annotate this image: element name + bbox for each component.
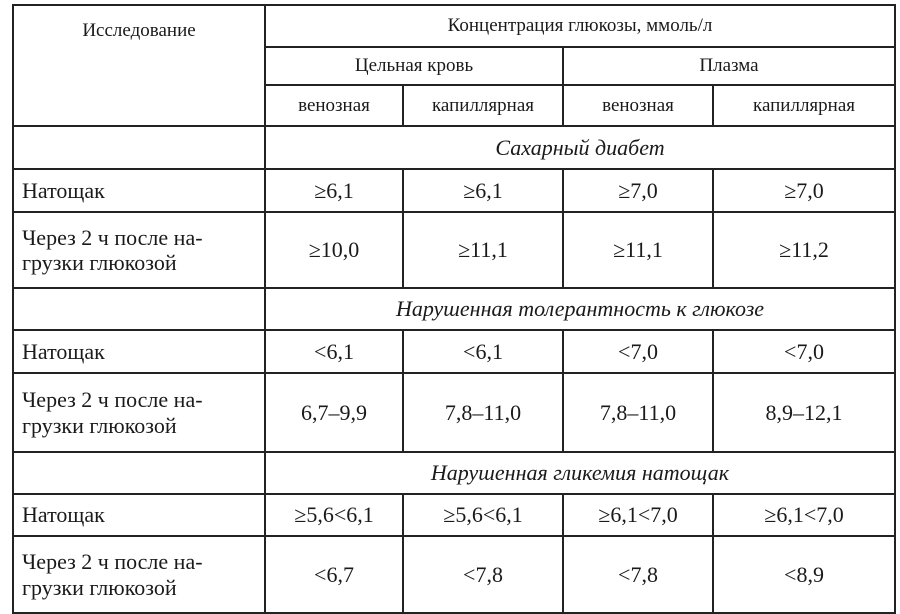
row-label: Через 2 ч после на- грузки глюкозой <box>13 536 265 613</box>
section-empty-cell <box>13 288 265 330</box>
table-row <box>13 169 895 212</box>
section-title: Нарушенная гликемия натощак <box>265 452 895 494</box>
section-row <box>13 288 895 330</box>
row-label: Через 2 ч после на- грузки глюкозой <box>13 212 265 288</box>
table-cell: ≥6,1 <box>265 169 403 212</box>
header-sub-venous-plasma: венозная <box>563 85 713 126</box>
table-row <box>13 536 895 613</box>
row-label: Натощак <box>13 494 265 536</box>
table-cell: <7,8 <box>403 536 563 613</box>
table-cell: ≥11,1 <box>563 212 713 288</box>
table-cell: 7,8–11,0 <box>403 373 563 452</box>
table-row <box>13 330 895 373</box>
table-cell: <6,1 <box>265 330 403 373</box>
table-cell: <7,8 <box>563 536 713 613</box>
table-cell: <7,0 <box>713 330 895 373</box>
table-cell: 6,7–9,9 <box>265 373 403 452</box>
header-plasma: Плазма <box>563 47 895 85</box>
table-cell: <7,0 <box>563 330 713 373</box>
header-row-1 <box>13 5 895 47</box>
table-cell: ≥11,2 <box>713 212 895 288</box>
table-row <box>13 494 895 536</box>
table-cell: ≥7,0 <box>563 169 713 212</box>
row-label: Через 2 ч после на- грузки глюкозой <box>13 373 265 452</box>
header-sub-capillary-plasma: капиллярная <box>713 85 895 126</box>
table-cell: ≥6,1<7,0 <box>563 494 713 536</box>
glucose-table-sheet <box>12 4 894 608</box>
header-sub-capillary-blood: капиллярная <box>403 85 563 126</box>
table-cell: <6,7 <box>265 536 403 613</box>
section-row <box>13 452 895 494</box>
section-empty-cell <box>13 452 265 494</box>
table-cell: <6,1 <box>403 330 563 373</box>
table-cell: <8,9 <box>713 536 895 613</box>
row-label: Натощак <box>13 330 265 373</box>
table-cell: ≥7,0 <box>713 169 895 212</box>
section-empty-cell <box>13 126 265 169</box>
section-title: Нарушенная толерантность к глюкозе <box>265 288 895 330</box>
header-concentration: Концентрация глюкозы, ммоль/л <box>265 5 895 47</box>
table-cell: 7,8–11,0 <box>563 373 713 452</box>
row-label: Натощак <box>13 169 265 212</box>
table-cell: ≥5,6<6,1 <box>403 494 563 536</box>
section-row <box>13 126 895 169</box>
table-cell: 8,9–12,1 <box>713 373 895 452</box>
table-cell: ≥10,0 <box>265 212 403 288</box>
table-cell: ≥6,1<7,0 <box>713 494 895 536</box>
glucose-criteria-table <box>12 4 896 614</box>
header-sub-venous-blood: венозная <box>265 85 403 126</box>
table-row <box>13 373 895 452</box>
table-row <box>13 212 895 288</box>
section-title: Сахарный диабет <box>265 126 895 169</box>
table-cell: ≥5,6<6,1 <box>265 494 403 536</box>
header-study: Исследование <box>13 5 265 126</box>
table-cell: ≥11,1 <box>403 212 563 288</box>
header-whole-blood: Цельная кровь <box>265 47 563 85</box>
table-cell: ≥6,1 <box>403 169 563 212</box>
